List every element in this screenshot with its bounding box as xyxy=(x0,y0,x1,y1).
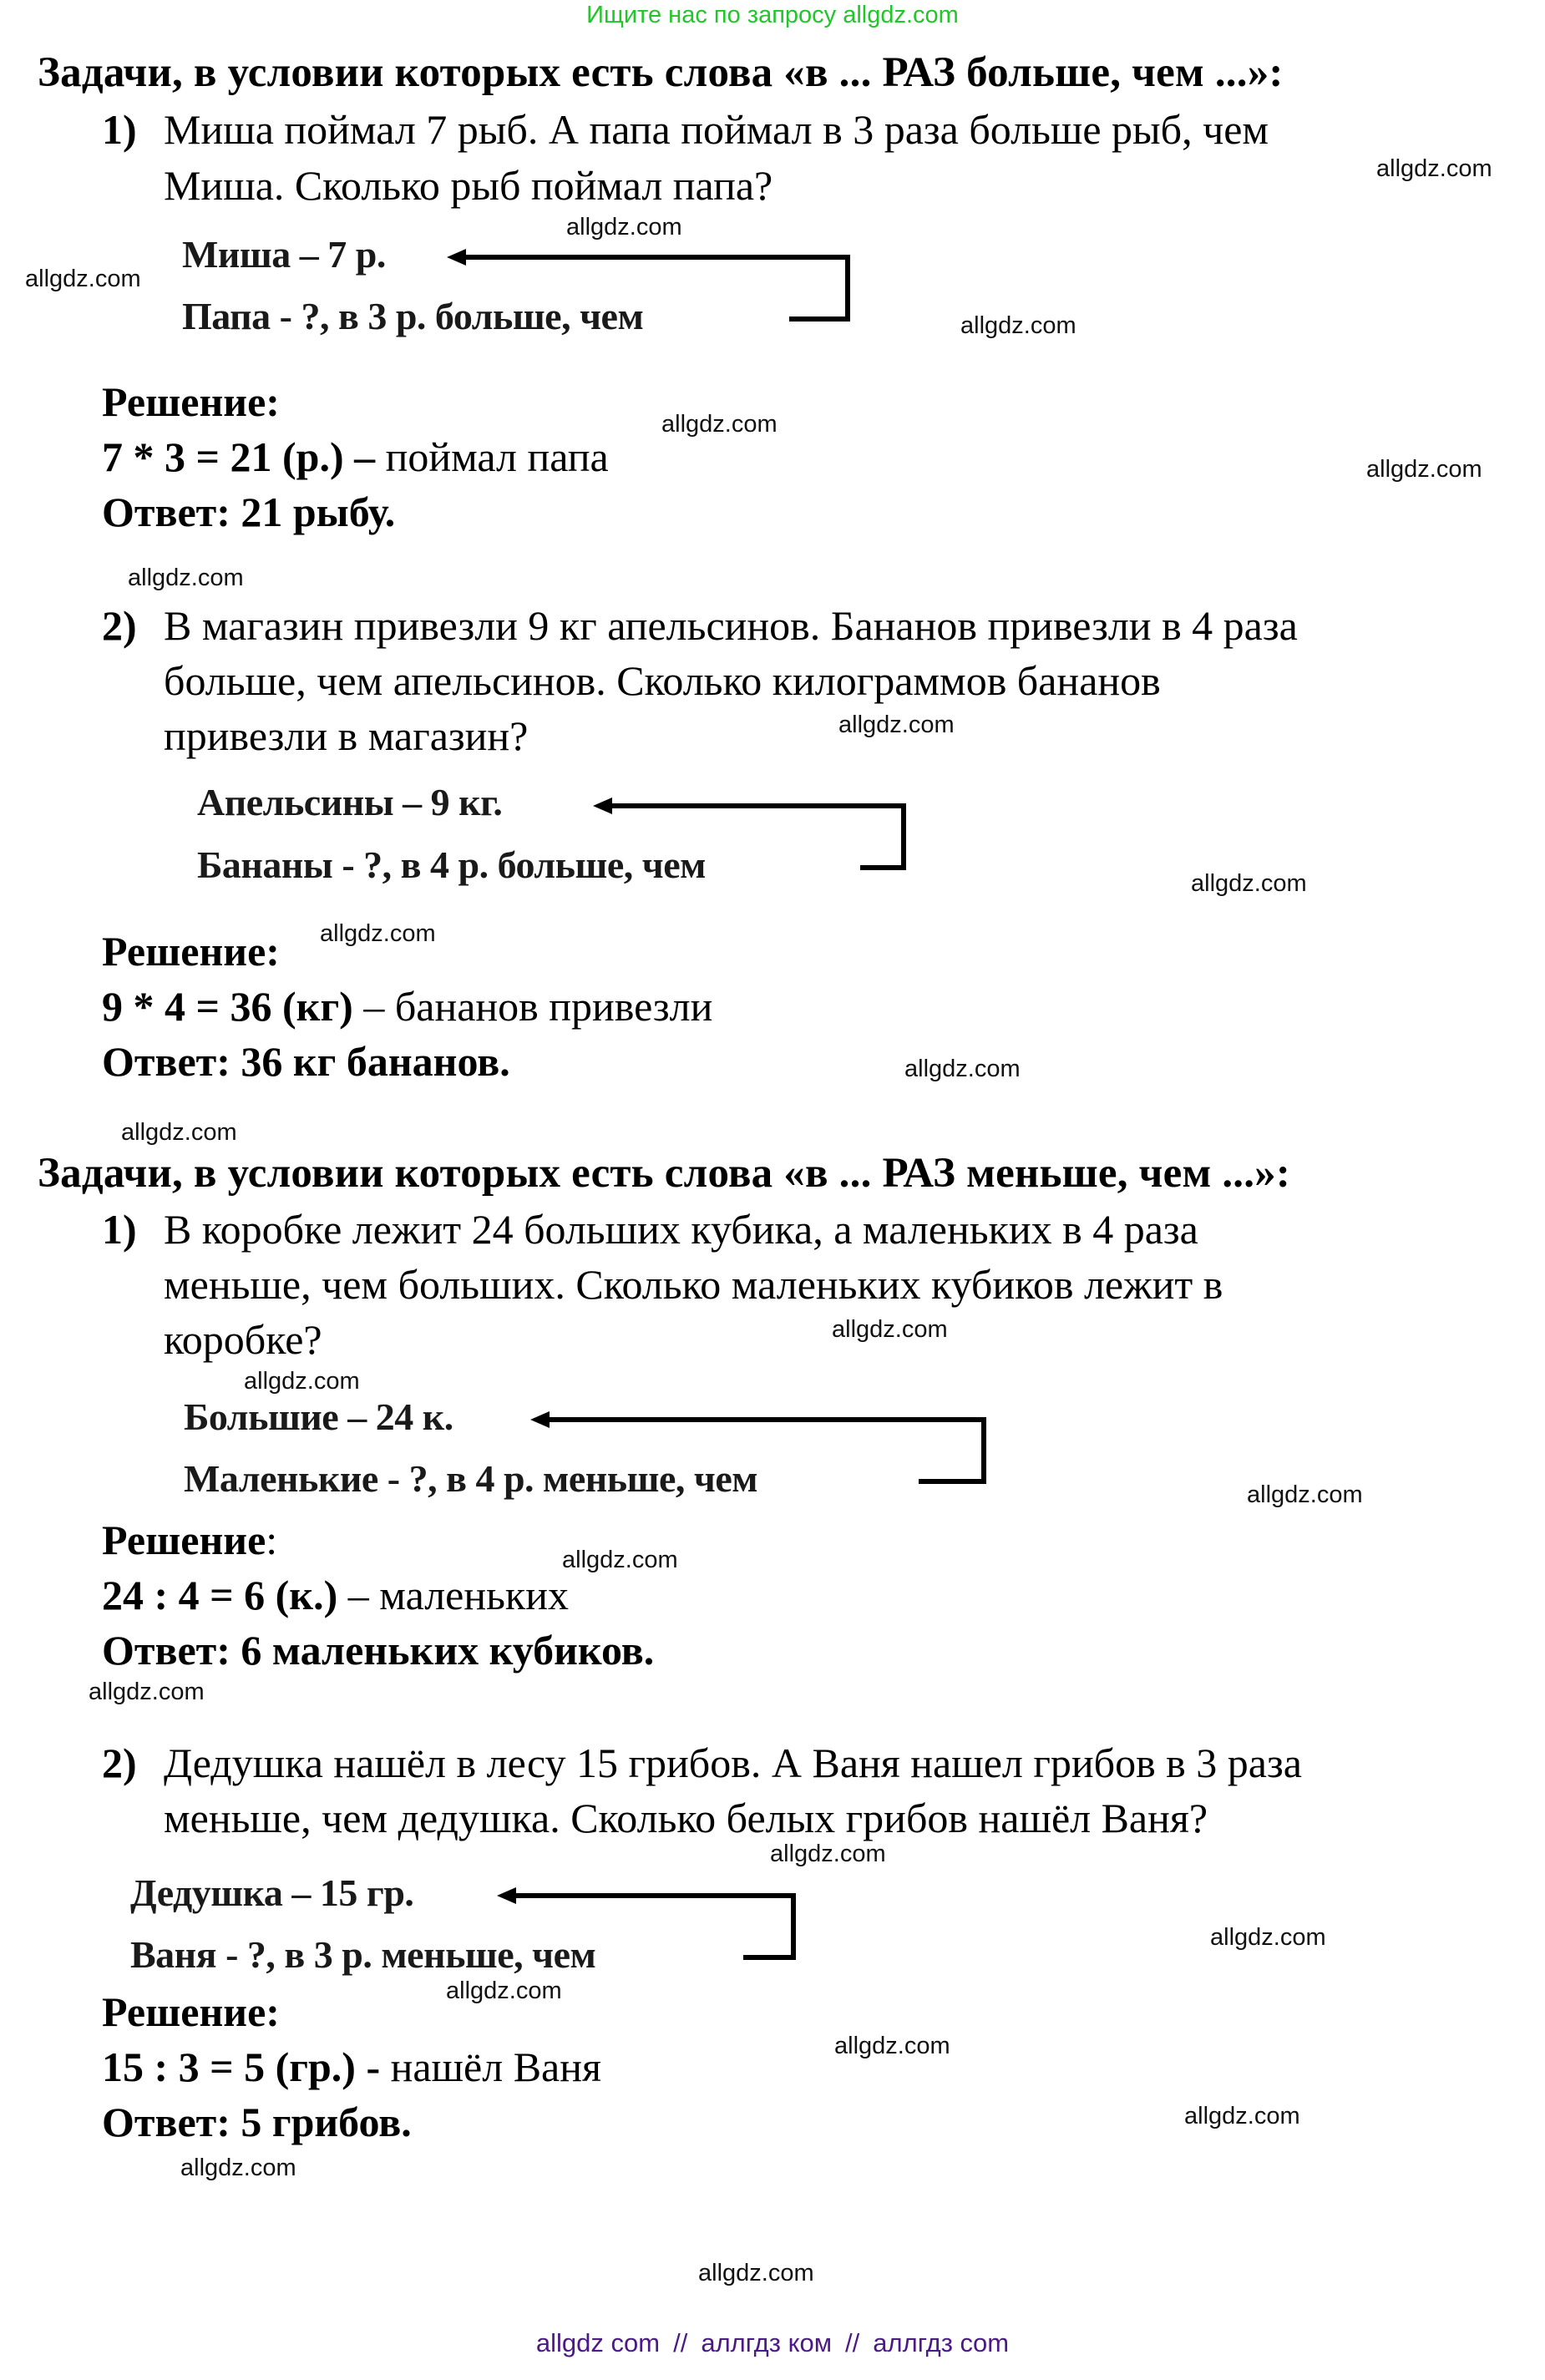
watermark: allgdz.com xyxy=(834,2033,950,2059)
watermark: allgdz.com xyxy=(121,1119,237,1146)
section-title-less: Задачи, в условии которых есть слова «в ... РАЗ меньше, чем ...»: xyxy=(38,1150,1291,1197)
solution-expression: 7 * 3 = 21 (р.) – xyxy=(102,433,376,480)
diagram-line-unknown: Ваня - ?, в 3 р. меньше, чем xyxy=(130,1933,596,1976)
diagram-line-unknown: Папа - ?, в 3 р. больше, чем xyxy=(182,295,644,337)
watermark: allgdz.com xyxy=(904,1056,1021,1082)
search-banner[interactable]: Ищите нас по запросу allgdz.com xyxy=(586,2,959,28)
solution-comment: поймал папа xyxy=(375,433,609,480)
watermark: allgdz.com xyxy=(1247,1481,1363,1508)
solution-expression: 9 * 4 = 36 (кг) xyxy=(102,983,353,1030)
solution-comment: – маленьких xyxy=(337,1572,569,1618)
task-text-line: Миша поймал 7 рыб. А папа поймал в 3 раза больше рыб, чем xyxy=(164,106,1269,153)
answer-line: Ответ: 6 маленьких кубиков. xyxy=(102,1627,655,1674)
solution-expression: 24 : 4 = 6 (к.) xyxy=(102,1572,338,1618)
diagram-line-known: Миша – 7 р. xyxy=(182,233,386,276)
watermark: allgdz.com xyxy=(89,1679,205,1705)
watermark: allgdz.com xyxy=(960,312,1076,339)
footer-link[interactable]: аллгдз com xyxy=(873,2328,1010,2357)
solution-expression: 15 : 3 = 5 (гр.) - xyxy=(102,2043,381,2090)
watermark: allgdz.com xyxy=(320,920,436,947)
watermark: allgdz.com xyxy=(832,1316,948,1343)
section-title-more: Задачи, в условии которых есть слова «в ... РАЗ больше, чем ...»: xyxy=(38,49,1284,96)
solution-label: Решение: xyxy=(102,378,280,425)
footer-separator: // xyxy=(845,2328,860,2357)
solution-comment: нашёл Ваня xyxy=(380,2043,602,2090)
footer-link[interactable]: allgdz com xyxy=(535,2328,661,2357)
task-text-line: больше, чем апельсинов. Сколько килограммов бананов xyxy=(164,657,1161,704)
task-text-line: Дедушка нашёл в лесу 15 грибов. А Ваня нашел грибов в 3 раза xyxy=(164,1739,1302,1786)
watermark: allgdz.com xyxy=(562,1547,678,1573)
watermark: allgdz.com xyxy=(698,2260,814,2286)
watermark: allgdz.com xyxy=(770,1841,886,1867)
diagram-line-known: Большие – 24 к. xyxy=(184,1395,453,1438)
watermark: allgdz.com xyxy=(566,214,682,241)
task-number: 1) xyxy=(102,106,137,153)
task-text-line: меньше, чем дедушка. Сколько белых грибов нашёл Ваня? xyxy=(164,1795,1208,1841)
watermark: allgdz.com xyxy=(1191,870,1307,897)
footer-separator: // xyxy=(673,2328,688,2357)
task-text-line: привезли в магазин? xyxy=(164,712,529,759)
footer-link[interactable]: аллгдз ком xyxy=(701,2328,833,2357)
solution-comment: – бананов привезли xyxy=(352,983,713,1030)
solution-label: Решение: xyxy=(102,928,280,975)
watermark: allgdz.com xyxy=(180,2155,296,2181)
solution-label: Решение: xyxy=(102,1988,280,2035)
solution-label: Решение: xyxy=(102,1517,278,1563)
watermark: allgdz.com xyxy=(1184,2103,1300,2129)
watermark: allgdz.com xyxy=(446,1977,562,2004)
watermark: allgdz.com xyxy=(1366,456,1482,483)
watermark: allgdz.com xyxy=(838,711,955,738)
task-text-line: меньше, чем больших. Сколько маленьких кубиков лежит в xyxy=(164,1261,1223,1308)
watermark: allgdz.com xyxy=(128,565,244,591)
diagram-line-known: Дедушка – 15 гр. xyxy=(130,1871,414,1914)
task-text-line: коробке? xyxy=(164,1316,322,1363)
watermark: allgdz.com xyxy=(25,266,141,292)
task-text-line: В коробке лежит 24 больших кубика, а маленьких в 4 раза xyxy=(164,1206,1198,1253)
task-number: 2) xyxy=(102,602,137,649)
diagram-line-unknown: Маленькие - ?, в 4 р. меньше, чем xyxy=(184,1457,758,1500)
footer-links xyxy=(0,2328,1545,2358)
task-text-line: Миша. Сколько рыб поймал папа? xyxy=(164,162,773,209)
answer-line: Ответ: 21 рыбу. xyxy=(102,489,396,535)
watermark: allgdz.com xyxy=(244,1368,360,1395)
task-text-line: В магазин привезли 9 кг апельсинов. Бананов привезли в 4 раза xyxy=(164,602,1298,649)
watermark: allgdz.com xyxy=(661,411,778,438)
solution-line xyxy=(102,2043,601,2091)
answer-line: Ответ: 5 грибов. xyxy=(102,2099,412,2145)
watermark: allgdz.com xyxy=(1210,1924,1326,1951)
answer-line: Ответ: 36 кг бананов. xyxy=(102,1038,510,1085)
diagram-line-known: Апельсины – 9 кг. xyxy=(197,781,503,823)
task-number: 2) xyxy=(102,1739,137,1786)
diagram-line-unknown: Бананы - ?, в 4 р. больше, чем xyxy=(197,843,706,886)
watermark: allgdz.com xyxy=(1376,155,1492,182)
task-number: 1) xyxy=(102,1206,137,1253)
